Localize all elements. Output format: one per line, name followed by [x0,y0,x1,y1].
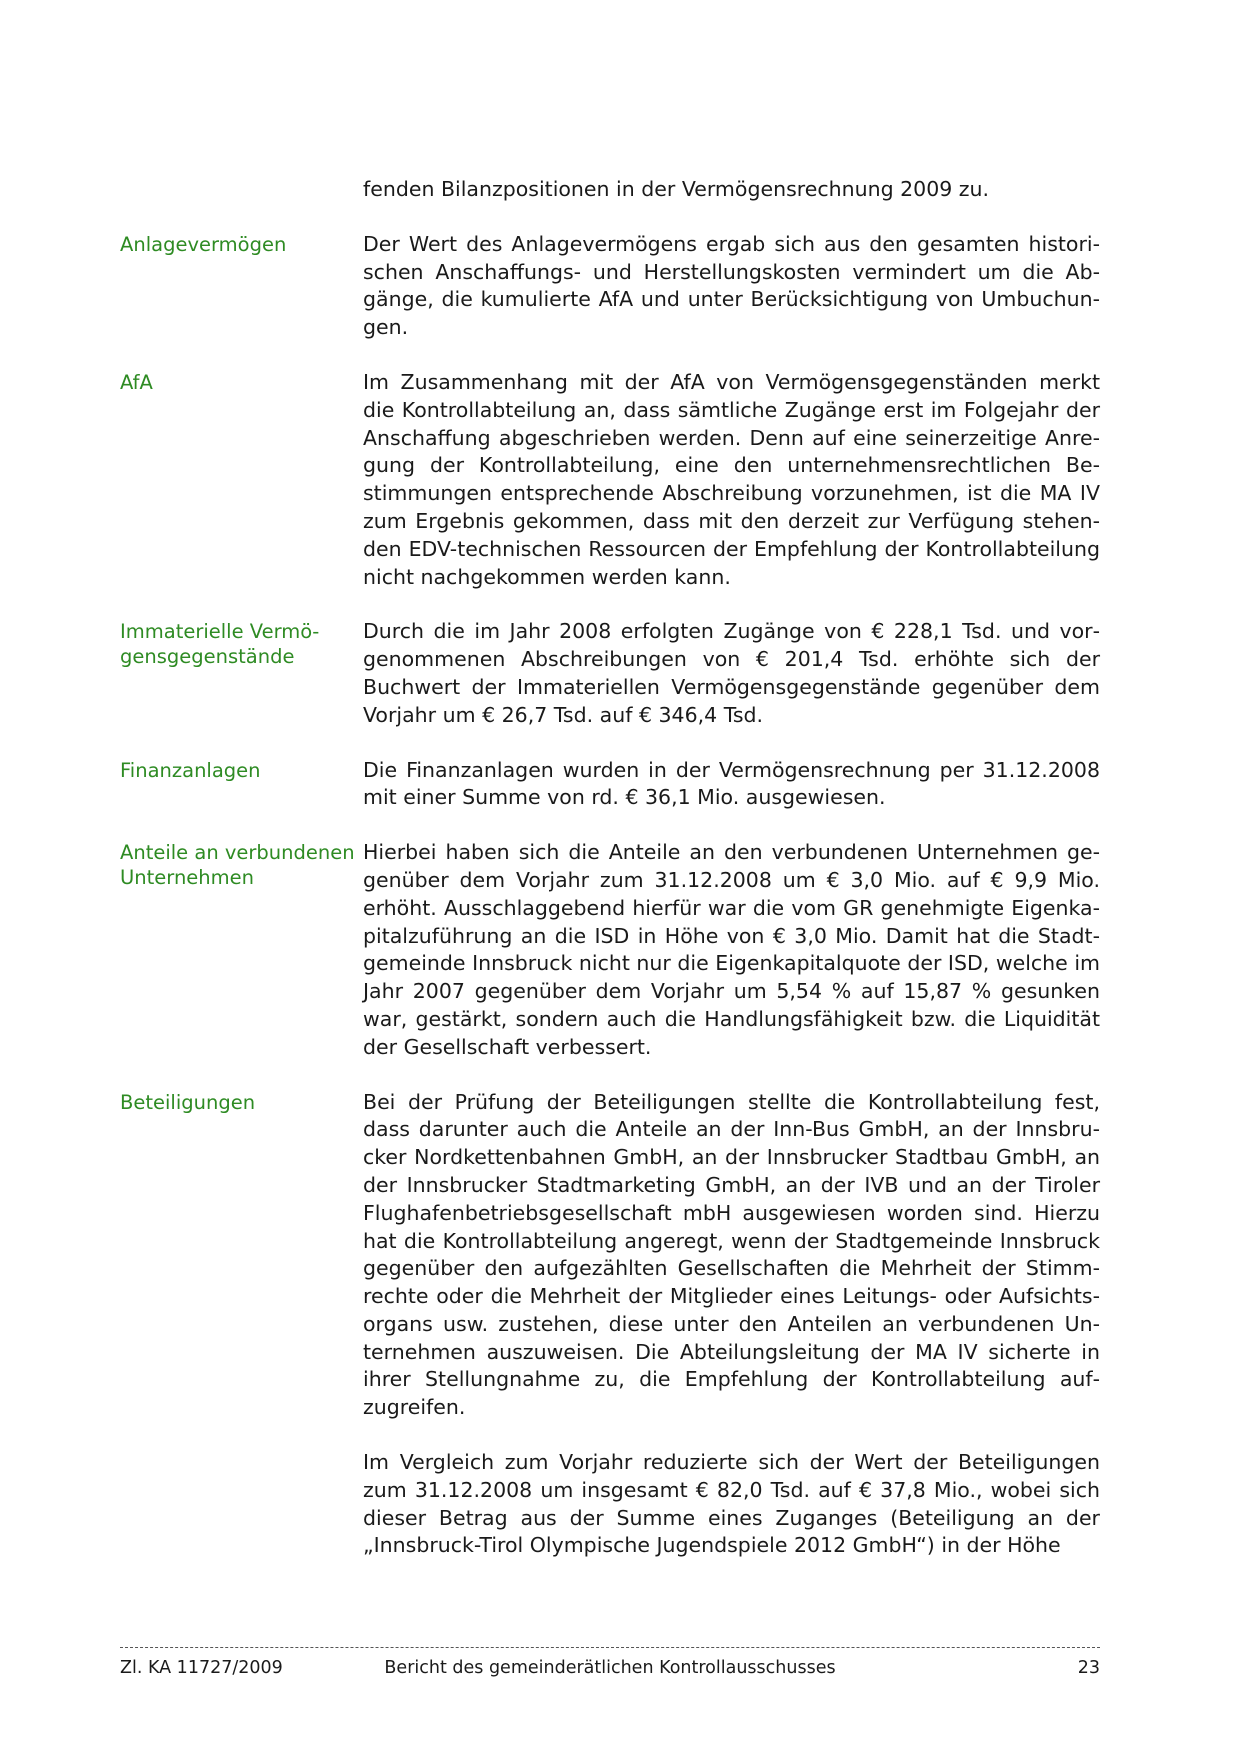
margin-label-beteiligungen: Beteiligungen [120,1090,256,1114]
paragraph-afa: Im Zusammenhang mit der AfA von Vermögensgegenständen merkt die Kontrollabteilung an, dass sämtliche Zugänge erst im Folgejahr der Anschaffung abgeschrieben werden. Denn auf eine seinerzeitige Anregung der Kontrollabteilung, eine den unternehmensrechtlichen Bestimmungen entsprechende Abschreibung vorzunehmen, ist die MA IV zum Ergebnis gekommen, dass mit den derzeit zur Verfügung stehenden EDV-technischen Ressourcen der Empfehlung der Kontrollabteilung nicht nachgekommen werden kann. [363,369,1100,589]
footer-title: Bericht des gemeinderätlichen Kontrollausschusses [384,1658,836,1678]
margin-label-afa: AfA [120,370,153,394]
paragraph-finanzanlagen: Die Finanzanlagen wurden in der Vermögensrechnung per 31.12.2008 mit einer Summe von rd. € 36,1 Mio. ausgewiesen. [363,757,1100,810]
section-beteiligungen [120,1089,1100,1423]
paragraph-immaterielle: Durch die im Jahr 2008 erfolgten Zugänge von € 228,1 Tsd. und vorgenommenen Abschreibungen von € 201,4 Tsd. erhöhte sich der Buchwert der Immateriellen Vermögensgegenstände gegenüber dem Vorjahr um € 26,7 Tsd. auf € 346,4 Tsd. [363,619,1100,727]
margin-label-finanzanlagen: Finanzanlagen [120,758,261,782]
footer-page-number: 23 [1077,1658,1100,1678]
section-continuation [120,176,1100,204]
margin-label-anteile: Anteile an verbundenen Unternehmen [120,841,355,890]
section-anlagevermoegen [120,231,1100,342]
paragraph: fenden Bilanzpositionen in der Vermögensrechnung 2009 zu. [363,177,990,201]
section-immaterielle [120,618,1100,729]
paragraph-anlagevermoegen: Der Wert des Anlagevermögens ergab sich aus den gesamten historischen Anschaffungs- und Herstellungskosten vermindert um die Abgänge, die kumulierte AfA und unter Berücksichtigung von Umbuchungen. [363,231,1100,340]
page-content [120,176,1100,1587]
paragraph-anteile: Hierbei haben sich die Anteile an den verbundenen Unternehmen gegenüber dem Vorjahr zum 31.12.2008 um € 3,0 Mio. auf € 9,9 Mio. erhöht. Ausschlaggebend hierfür war die vom GR genehmigte Eigenkapitalzuführung an die ISD in Höhe von € 3,0 Mio. Damit hat die Stadtgemeinde Innsbruck nicht nur die Eigenkapitalquote der ISD, welche im Jahr 2007 gegenüber dem Vorjahr um 5,54 % auf 15,87 % gesunken war, gestärkt, sondern auch die Handlungsfähigkeit bzw. die Liquidität der Gesellschaft verbessert. [363,840,1100,1059]
section-finanzanlagen [120,757,1100,813]
margin-label-anlagevermoegen: Anlagevermögen [120,232,287,256]
footer-reference: Zl. KA 11727/2009 [120,1658,283,1678]
paragraph-beteiligungen: Bei der Prüfung der Beteiligungen stellte die Kontrollabteilung fest, dass darunter auch die Anteile an der Inn-Bus GmbH, an der Innsbrucker Nordkettenbahnen GmbH, an der Innsbrucker Stadtbau GmbH, an der Innsbrucker Stadtmarketing GmbH, an der IVB und an der Tiroler Flughafenbetriebsgesellschaft mbH ausgewiesen worden sind. Hierzu hat die Kontrollabteilung angeregt, wenn der Stadtgemeinde Innsbruck gegenüber den aufgezählten Gesellschaften die Mehrheit der Stimmrechte oder die Mehrheit der Mitglieder eines Leitungs- oder Aufsichtsorgans usw. zustehen, diese unter den Anteilen an verbundenen Unternehmen auszuweisen. Die Abteilungsleitung der MA IV sicherte in ihrer Stellungnahme zu, die Empfehlung der Kontrollabteilung aufzugreifen. [363,1089,1100,1420]
page-footer [120,1656,1100,1682]
footer-divider [120,1647,1100,1648]
section-afa [120,369,1100,591]
margin-label [120,176,363,204]
margin-label [120,1449,363,1560]
margin-label-immaterielle: Immaterielle Vermögensgegenstände [120,620,320,669]
paragraph-beteiligungen-vergleich: Im Vergleich zum Vorjahr reduzierte sich der Wert der Beteiligungen zum 31.12.2008 um insgesamt € 82,0 Tsd. auf € 37,8 Mio., wobei sich dieser Betrag aus der Summe eines Zuganges (Beteiligung an der „Innsbruck-Tirol Olympische Jugendspiele 2012 GmbH“) in der Höhe [363,1450,1100,1558]
section-beteiligungen-vergleich [120,1449,1100,1560]
section-anteile [120,839,1100,1061]
